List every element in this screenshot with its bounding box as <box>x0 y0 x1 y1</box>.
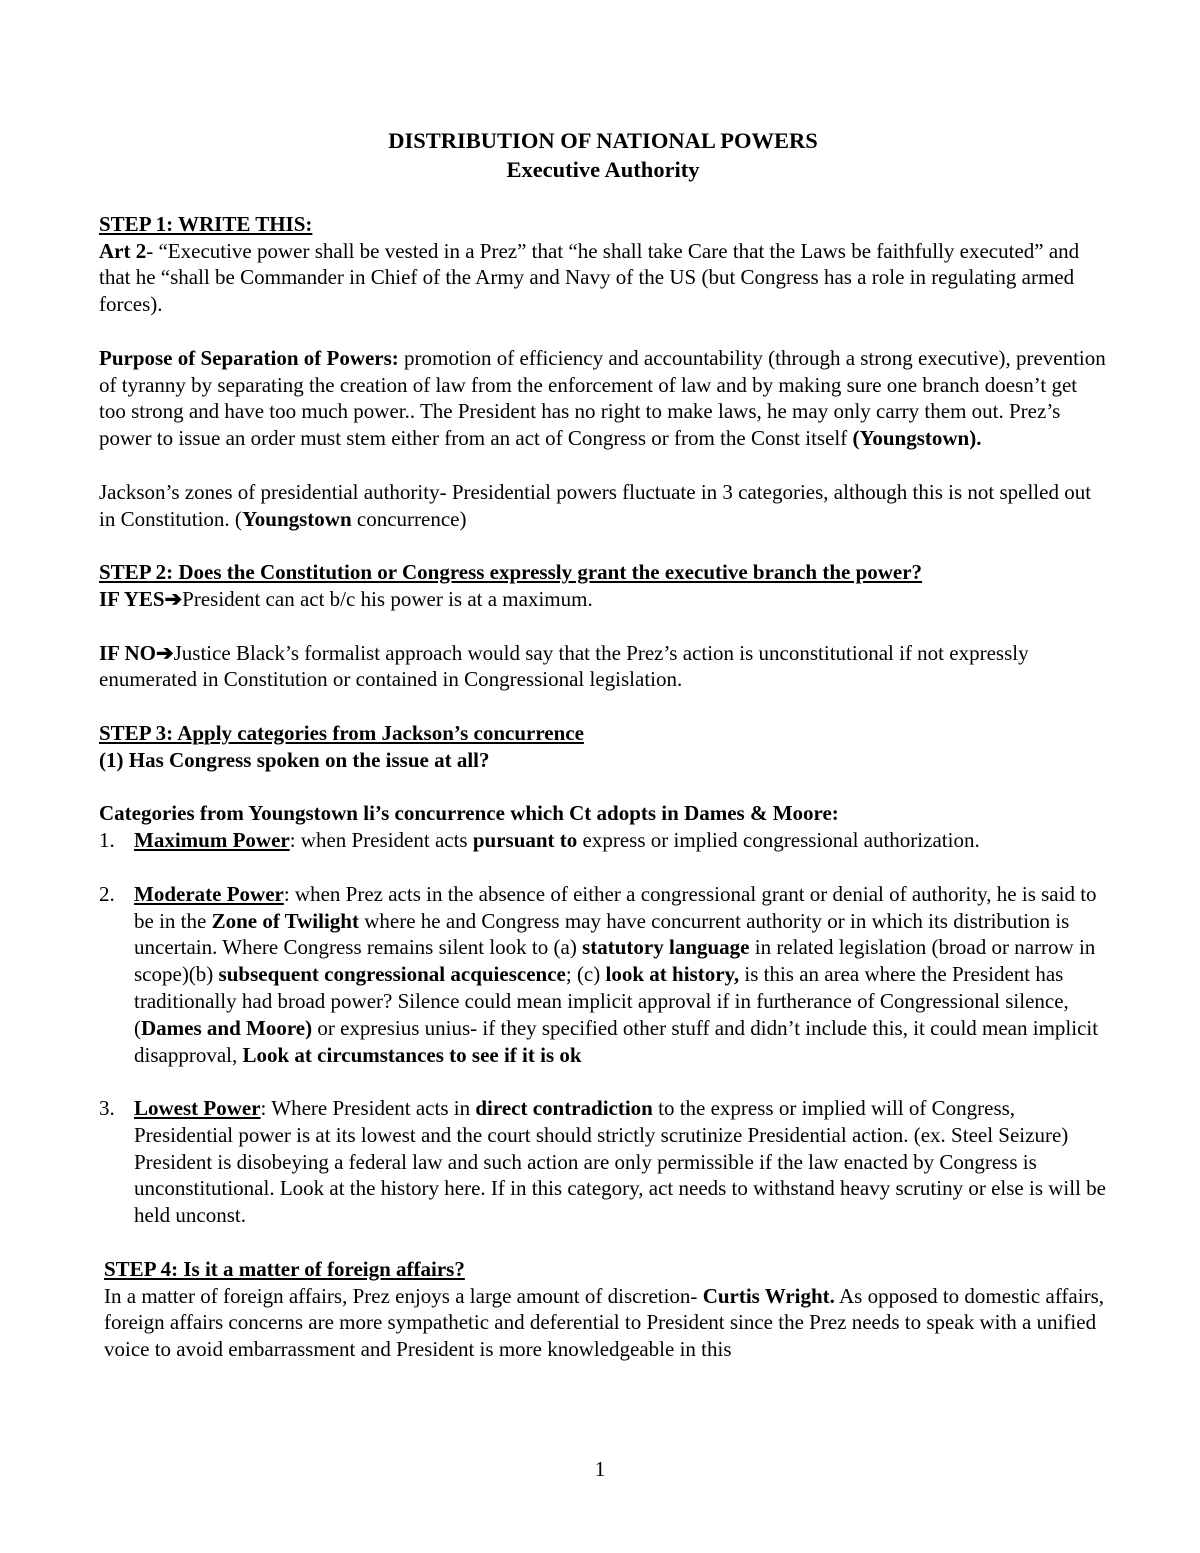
art2-label: Art 2 <box>99 238 147 263</box>
art2-paragraph: Art 2- “Executive power shall be vested in a Prez” that “he shall take Care that the Laws be faithfully executed” and that he “shall be Commander in Chief of the Army and Navy of the US (but Congress has a role in regulating armed forces). <box>99 238 1080 317</box>
step1-heading: STEP 1: WRITE THIS: <box>99 211 313 236</box>
if-no-label: IF NO <box>99 640 156 665</box>
case-curtis-wright: Curtis Wright. <box>702 1283 835 1308</box>
categories-list <box>99 827 1107 1229</box>
category-label: Lowest Power <box>134 1096 261 1121</box>
list-item: 3. Lowest Power: Where President acts in direct contradiction to the express or implied will of Congress, Presidential power is at its lowest and the court should strictly scrutinize Presidential action. (ex. Steel Seizure) President is disobeying a federal law and such action are only permissible if the law enacted by Congress is unconstitutional. Look at the history here. If in this category, act needs to withstand heavy scrutiny or else is will be held unconst. <box>99 1096 1106 1228</box>
arrow-icon: ➔ <box>155 640 174 665</box>
step3-question: (1) Has Congress spoken on the issue at all? <box>99 747 490 772</box>
jackson-zones-paragraph: Jackson’s zones of presidential authority- Presidential powers fluctuate in 3 categories, although this is not spelled out in Constitution. (Youngstown concurrence) <box>99 479 1092 531</box>
case-youngstown-concurrence: Youngstown <box>241 506 352 531</box>
foreign-affairs-paragraph: In a matter of foreign affairs, Prez enjoys a large amount of discretion- Curtis Wright. As opposed to domestic affairs, foreign affairs concerns are more sympathetic and deferential to President since the Prez needs to speak with a unified voice to avoid embarrassment and President is more knowledgeable in this <box>104 1283 1104 1362</box>
if-yes-label: IF YES <box>99 586 165 611</box>
if-yes-paragraph: IF YES➔President can act b/c his power is at a maximum. <box>99 586 593 611</box>
if-no-paragraph: IF NO➔Justice Black’s formalist approach would say that the Prez’s action is unconstitutional if not expressly enumerated in Constitution or contained in Congressional legislation. <box>99 640 1029 692</box>
page-number: 1 <box>594 1457 606 1481</box>
case-youngstown: (Youngstown). <box>852 426 982 451</box>
list-item: 1. Maximum Power: when President acts pursuant to express or implied congressional authorization. <box>99 828 980 853</box>
categories-heading: Categories from Youngstown li’s concurrence which Ct adopts in Dames & Moore: <box>99 801 839 826</box>
category-label: Maximum Power <box>134 828 290 853</box>
arrow-icon: ➔ <box>164 586 183 611</box>
step2-heading: STEP 2: Does the Constitution or Congress expressly grant the executive branch the power? <box>99 560 923 585</box>
list-item: 2. Moderate Power: when Prez acts in the absence of either a congressional grant or denial of authority, he is said to be in the Zone of Twilight where he and Congress may have concurrent authority or in which its distribution is uncertain. Where Congress remains silent look to (a) statutory language in related legislation (broad or narrow in scope)(b) subsequent congressional acquiescence; (c) look at history, is this an area where the President has traditionally had broad power? Silence could mean implicit approval if in furtherance of Congressional silence, (Dames and Moore) or expresius unius- if they specified other stuff and didn’t include this, it could mean implicit disapproval, Look at circumstances to see if it is ok <box>99 881 1099 1067</box>
purpose-label: Purpose of Separation of Powers: <box>99 345 399 370</box>
step4-heading: STEP 4: Is it a matter of foreign affairs? <box>104 1256 465 1281</box>
document-subtitle: Executive Authority <box>506 157 700 182</box>
step3-heading: STEP 3: Apply categories from Jackson’s concurrence <box>99 720 584 745</box>
document-body <box>99 118 1107 1363</box>
document-title: DISTRIBUTION OF NATIONAL POWERS <box>388 128 818 153</box>
category-label: Moderate Power <box>134 881 284 906</box>
purpose-paragraph: Purpose of Separation of Powers: promotion of efficiency and accountability (through a strong executive), prevention of tyranny by separating the creation of law from the enforcement of law and by making sure one branch doesn’t get too strong and have too much power.. The President has no right to make laws, he may only carry them out. Prez’s power to issue an order must stem either from an act of Congress or from the Const itself (Youngstown). <box>99 345 1106 451</box>
